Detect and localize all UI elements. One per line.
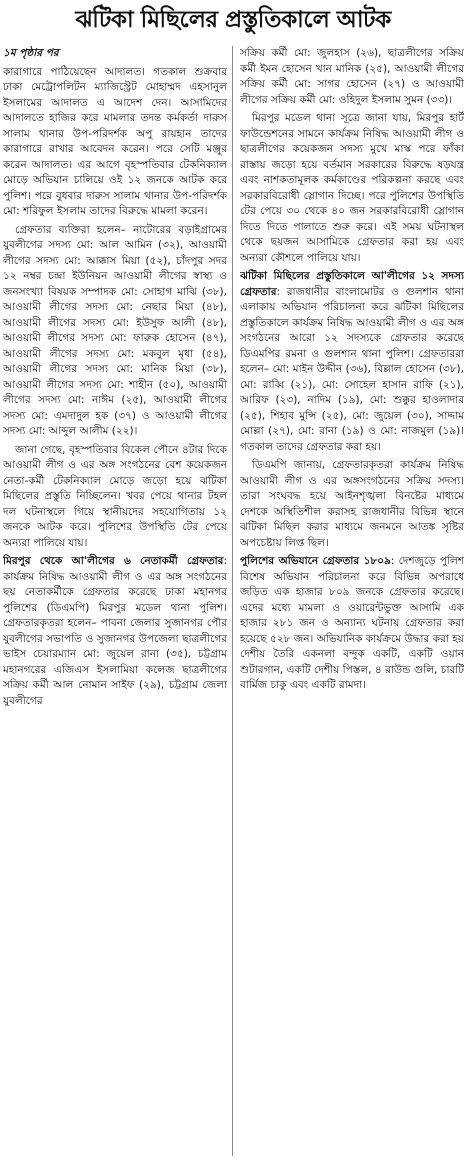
continued-label: ১ম পৃষ্ঠার পর <box>3 47 59 59</box>
paragraph: মিরপুর মডেল থানা সূত্রে জানা যায়, মিরপুর হার্ট ফাউন্ডেশনের সামনে কার্যক্রম নিষিদ্ধ আওয়ামী লীগ ও ছাত্রলীগের কয়েকজন সদস্য মুখে মাস্ক পরে ফাঁকা রাস্তায় জড়ো হয়ে বর্তমান সরকারের বিরুদ্ধে ষড়যন্ত্র এবং নাশকতামূলক কর্মকাণ্ডের পরিকল্পনা করছে এবং সরকারবিরোধী স্লোগান দিচ্ছে। পরে পুলিশের উপস্থিতি টের পেয়ে ৩০ থেকে ৪০ জন সরকারবিরোধী স্লোগান দিতে দিতে পালাতে শুরু করে। এই সময় ঘটনাস্থল থেকে ছয়জন আসামিকে গ্রেফতার করা হয় এবং অন্যরা কৌশলে পালিয়ে যায়। <box>240 112 464 264</box>
paragraph-text: : দেশজুড়ে পুলিশ বিশেষ অভিযান পরিচালনা করে বিভিন্ন অপরাধে জড়িত এক হাজার ৮০৯ জনকে গ্রেফতার করেছে। এদের মধ্যে মামলা ও ওয়ারেন্টভুক্ত আসামি এক হাজার ২৮১ জন ও অন্যান্য ঘটনায় গ্রেফতার করা হয়েছে ৫২৮ জন। অভিযানিক কার্যক্রমে উদ্ধার করা হয় দেশীয় তৈরি একনলা বন্দুক একটি, একটি ওয়ান শুটারগান, একটি দেশীয় পিস্তল, ৪ রাউন্ড গুলি, চারটি বার্মিজ চাকু এবং একটি রামদা। <box>240 555 464 691</box>
article-headline: ঝটিকা মিছিলের প্রস্তুতিকালে আটক <box>75 7 391 33</box>
paragraph-with-subhead <box>240 554 464 694</box>
paragraph: ডিএমপি জানায়, গ্রেফতারকৃতরা কার্যক্রম নিষিদ্ধ আওয়ামী লীগ ও এর অঙ্গসংগঠনের সক্রিয় সদস্য। তারা সংঘবদ্ধ হয়ে আইনশৃঙ্খলা বিনষ্টের মাধ্যমে দেশকে অস্থিতিশীল করাসহ রাজধানীর বিভিন্ন স্থানে ঝটিকা মিছিল করার মাধ্যমে জনমনে আতঙ্ক সৃষ্টির অপচেষ্টায় লিপ্ত ছিল। <box>240 459 464 549</box>
subheading: পুলিশের অভিযানে গ্রেফতার ১৮০৯ <box>240 555 391 567</box>
paragraph: গ্রেফতার ব্যক্তিরা হলেন– নাটোরের বড়াইগ্রামের যুবলীগের সদস্য মো: আল আমিন (৩২), আওয়ামী লীগের সদস্য মো: আক্কাস মিয়া (৫২), চাঁদপুর সদর ১২ নম্বর চন্দ্রা ইউনিয়ন আওয়ামী লীগের স্বাস্থ্য ও জনসংখ্যা বিষয়ক সম্পাদক মো: সোহাগ মাঝি (৩৮), আওয়ামী লীগের সদস্য মো: নেছার মিয়া (৪৮), আওয়ামী লীগের সদস্য মো: ইউসুফ আলী (৪৮), আওয়ামী লীগের সদস্য মো: ফারুক হোসেন (৪৭), আওয়ামী লীগের সদস্য মো: মকবুল মৃধা (৫৪), আওয়ামী লীগের সদস্য মো: মানিক মিয়া (৩৮), আওয়ামী লীগের সদস্য মো: শাহীন (৫০), আওয়ামী লীগের সদস্য মো: নাঈম (২৫), আওয়ামী লীগের সদস্য মো: এমদাদুল হক (৩৭) ও আওয়ামী লীগের সদস্য মো: আব্দুল আলীম (২২)। <box>3 223 227 437</box>
column-divider <box>232 46 233 1156</box>
subheading: ঝটিকা মিছিলের প্রস্তুতিকালে আ'লীগের ১২ সদস্য গ্রেফতার <box>240 270 464 298</box>
jump-line <box>3 46 227 62</box>
right-column <box>240 46 464 1156</box>
paragraph-text: : কার্যক্রম নিষিদ্ধ আওয়ামী লীগ ও এর অঙ্গ সংগঠনের ছয় নেতাকর্মীকে গ্রেফতার করেছে ঢাকা মহানগর পুলিশের (ডিএমপি) মিরপুর মডেল থানা পুলিশ। গ্রেফতারকৃতরা হলেন– পাবনা জেলার সুজানগর পৌর যুবলীগের সভাপতি ও সুজানগর উপজেলা ছাত্রলীগের ভাইস চেয়ারম্যান মো: জুয়েল রানা (৩৫), চট্টগ্রাম মহানগরের এজিএস ইসলামিয়া কলেজ ছাত্রলীগের সক্রিয় কর্মী আল নোমান সাইফ (২৯), চট্টগ্রাম জেলা যুবলীগের <box>3 555 227 707</box>
paragraph-text: : রাজধানীর বাংলামোটর ও গুলশান থানা এলাকায় অভিযান পরিচালনা করে ঝটিকা মিছিলের প্রস্তুতিকালে কার্যক্রম নিষিদ্ধ আওয়ামী লীগ ও এর অঙ্গ সংগঠনের আরো ১২ সদস্যকে গ্রেফতার করেছে ডিএমপির রমনা ও গুলশান থানা পুলিশ। গ্রেফতাররা হলেন– মো: মাইন উদ্দীন (৩৬), বিল্লাল হোসেন (৩৮), মো: রাব্বি (২১), মো: সোহেল হাসান রাফি (২১), আরিফ (২৩), নাদিম (১৯), মো: শুক্কুর হাওলাদার (২৫), শিহাব মুন্সি (২৫), মো: জুয়েল (৩০), সাদ্দাম মোল্লা (২৭), মো: রানা (১৯) ও মো: নাজমুল (১৯)। গতকাল তাদের গ্রেফতার করা হয়। <box>240 285 464 453</box>
paragraph: সক্রিয় কর্মী মো: জুলহাস (২৬), ছাত্রলীগের সক্রিয় কর্মী ইমন হোসেন খান মানিক (২৫), আওয়ামী লীগের সক্রিয় কর্মী মো: সাগর হোসেন (২৭) ও আওয়ামী লীগের সক্রিয় কর্মী মো: ওহিদুল ইসলাম সুমন (৩৩)। <box>240 47 464 106</box>
left-column <box>3 46 227 1156</box>
paragraph-with-subhead <box>3 554 227 709</box>
paragraph-with-subhead <box>240 269 464 455</box>
paragraph: জানা গেছে, বৃহস্পতিবার বিকেল পৌনে ৪টার দিকে আওয়ামী লীগ ও এর অঙ্গ সংগঠনের বেশ কয়েকজন নেতা-কর্মী টেকনিক্যাল মোড়ে জড়ো হয়ে ঝটিকা মিছিলের প্রস্তুতি নিচ্ছিলেন। খবর পেয়ে থানার টহল দল ঘটনাস্থলে গিয়ে স্থানীয়দের সহযোগিতায় ১২ জনকে আটক করে। পুলিশের উপস্থিতি টের পেয়ে অন্যরা পালিয়ে যায়। <box>3 443 227 549</box>
subheading: মিরপুর থেকে আ'লীগের ৬ নেতাকর্মী গ্রেফতার <box>3 555 224 567</box>
paragraph: কারাগারে পাঠিয়েছেন আদালত। গতকাল শুক্রবার ঢাকা মেট্রোপলিটন ম্যাজিস্ট্রেট মোহাম্মদ এহসানুল ইসলামের আদালত এ আদেশ দেন। আসামিদের আদালতে হাজির করে মামলার তদন্ত কর্মকর্তা দারুস সালাম থানার উপ-পরিদর্শক অপু রায়হান তাদের কারাগারে রাখার আবেদন করেন। পরে সেটি মঞ্জুর করেন আদালত। এর আগে বৃহস্পতিবার টেকনিক্যাল মোড়ে অভিযান চালিয়ে ওই ১২ জনকে আটক করে পুলিশ। পরে বুধবার দারুস সালাম থানার উপ-পরিদর্শক মো: শরিফুল ইসলাম তাদের বিরুদ্ধে মামলা করেন। <box>3 65 227 217</box>
